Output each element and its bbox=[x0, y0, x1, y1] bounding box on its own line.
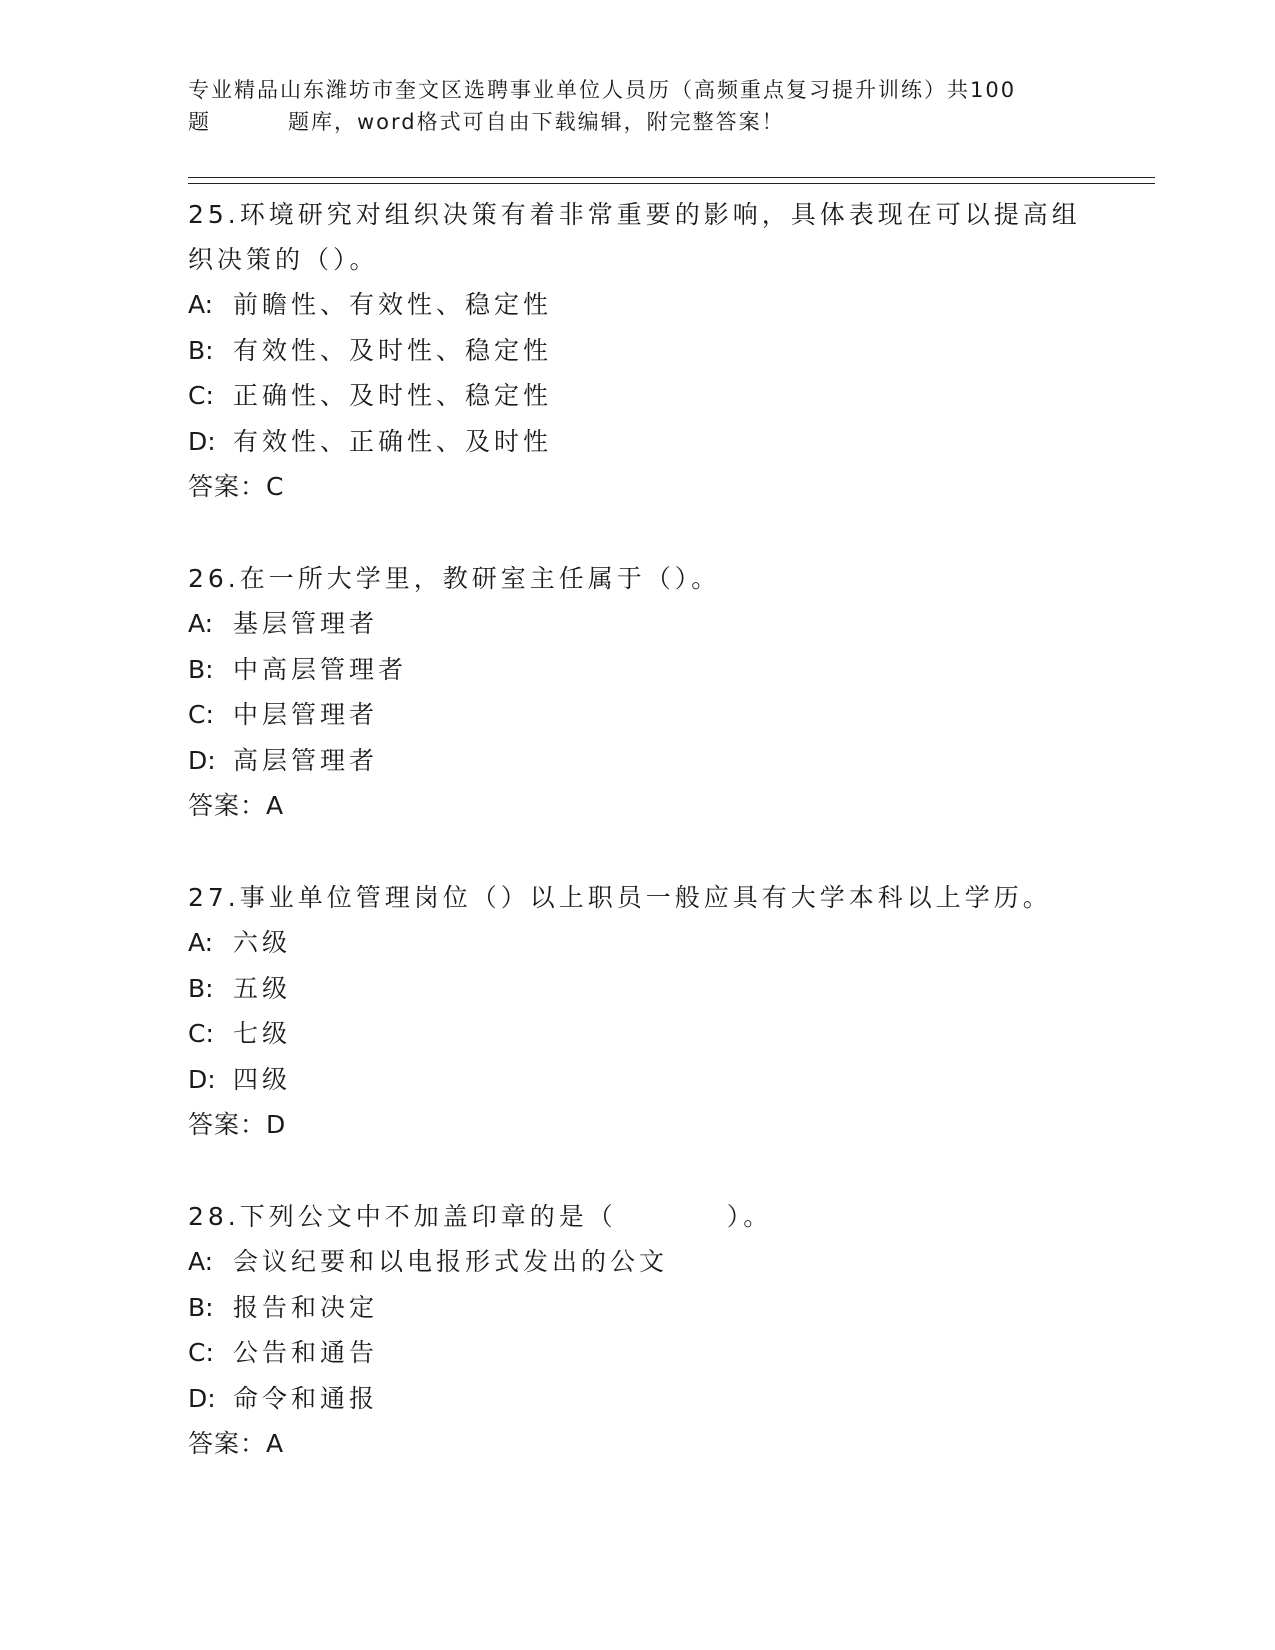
question-text bbox=[188, 1194, 1088, 1239]
question-text: 26.在一所大学里，教研室主任属于（）。 bbox=[188, 564, 721, 593]
header-divider-top bbox=[188, 177, 1155, 178]
option-b bbox=[188, 328, 1088, 374]
option-text: 高层管理者 bbox=[233, 745, 379, 775]
header-line-1: 专业精品山东潍坊市奎文区选聘事业单位人员历（高频重点复习提升训练）共100 bbox=[188, 78, 1017, 102]
option-text: 有效性、及时性、稳定性 bbox=[233, 335, 553, 365]
question-text-after-blank: ）。 bbox=[726, 1202, 773, 1231]
option-d bbox=[188, 1057, 1088, 1103]
option-text: 报告和决定 bbox=[233, 1292, 379, 1322]
header-line-2-lead: 题 bbox=[188, 110, 211, 134]
question-text-continued: 织决策的（）。 bbox=[188, 245, 379, 274]
option-letter: B: bbox=[188, 1292, 214, 1322]
option-a bbox=[188, 601, 1088, 647]
option-c bbox=[188, 373, 1088, 419]
option-text: 会议纪要和以电报形式发出的公文 bbox=[233, 1247, 669, 1276]
option-letter: B: bbox=[188, 335, 214, 365]
option-letter: B: bbox=[188, 654, 214, 684]
option-d bbox=[188, 738, 1088, 784]
question-list bbox=[188, 192, 1088, 1513]
answer-line: 答案：A bbox=[188, 791, 285, 820]
option-letter: C: bbox=[188, 1019, 214, 1048]
answer-line: 答案：C bbox=[188, 472, 285, 501]
option-d bbox=[188, 1376, 1088, 1422]
option-letter: A: bbox=[188, 290, 214, 319]
option-letter: A: bbox=[188, 1247, 214, 1276]
option-a bbox=[188, 282, 1088, 328]
document-header bbox=[188, 74, 1088, 138]
option-text: 基层管理者 bbox=[233, 609, 379, 638]
option-text: 正确性、及时性、稳定性 bbox=[233, 381, 553, 410]
question-text: 27.事业单位管理岗位（）以上职员一般应具有大学本科以上学历。 bbox=[188, 883, 1052, 912]
header-divider-bottom bbox=[188, 183, 1155, 184]
question-27 bbox=[188, 875, 1088, 1148]
option-text: 六级 bbox=[233, 928, 292, 957]
option-letter: D: bbox=[188, 745, 216, 775]
option-b bbox=[188, 647, 1088, 693]
option-letter: C: bbox=[188, 1338, 214, 1367]
option-b bbox=[188, 966, 1088, 1012]
option-letter: B: bbox=[188, 973, 214, 1003]
option-letter: A: bbox=[188, 928, 214, 957]
question-text: 25.环境研究对组织决策有着非常重要的影响，具体表现在可以提高组 bbox=[188, 200, 1081, 229]
option-b bbox=[188, 1285, 1088, 1331]
option-c bbox=[188, 1011, 1088, 1057]
question-text-before-blank: 28.下列公文中不加盖印章的是（ bbox=[188, 1202, 617, 1231]
option-d bbox=[188, 419, 1088, 465]
answer-line: 答案：A bbox=[188, 1429, 285, 1458]
option-c bbox=[188, 1330, 1088, 1376]
question-26 bbox=[188, 556, 1088, 829]
option-text: 四级 bbox=[233, 1064, 292, 1094]
option-a bbox=[188, 1239, 1088, 1285]
option-text: 命令和通报 bbox=[233, 1383, 379, 1413]
option-letter: C: bbox=[188, 700, 214, 729]
option-text: 中层管理者 bbox=[233, 700, 379, 729]
option-text: 五级 bbox=[233, 973, 292, 1003]
option-c bbox=[188, 692, 1088, 738]
option-text: 有效性、正确性、及时性 bbox=[233, 426, 553, 456]
option-letter: D: bbox=[188, 1383, 216, 1413]
option-letter: D: bbox=[188, 1064, 216, 1094]
option-letter: A: bbox=[188, 609, 214, 638]
option-text: 前瞻性、有效性、稳定性 bbox=[233, 290, 553, 319]
option-text: 公告和通告 bbox=[233, 1338, 379, 1367]
header-line-2 bbox=[188, 106, 1088, 138]
question-25 bbox=[188, 192, 1088, 510]
answer-line: 答案：D bbox=[188, 1110, 287, 1139]
option-letter: C: bbox=[188, 381, 214, 410]
header-line-2-rest: 题库，word格式可自由下载编辑，附完整答案！ bbox=[288, 110, 785, 134]
question-28 bbox=[188, 1194, 1088, 1467]
option-letter: D: bbox=[188, 426, 216, 456]
option-text: 中高层管理者 bbox=[233, 654, 408, 684]
option-text: 七级 bbox=[233, 1019, 292, 1048]
option-a bbox=[188, 920, 1088, 966]
